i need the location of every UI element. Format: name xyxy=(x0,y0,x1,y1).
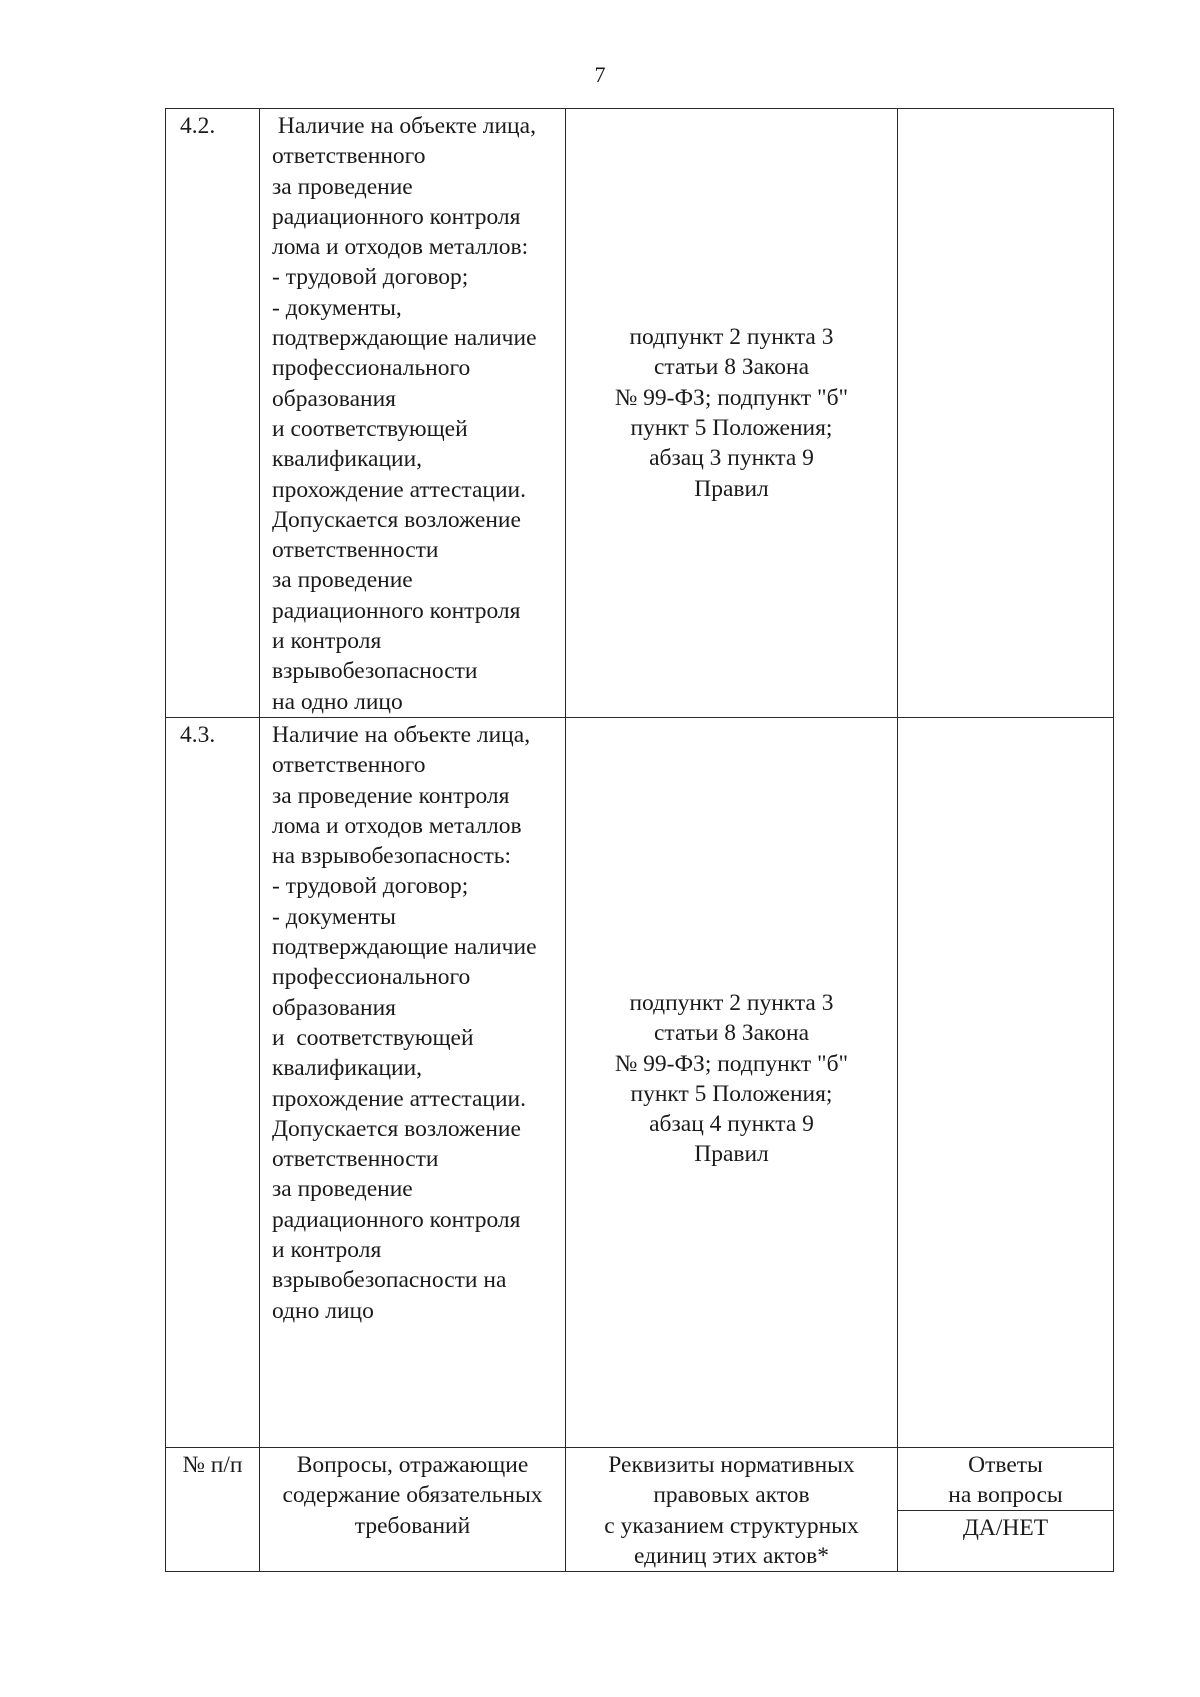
header-references xyxy=(566,1447,898,1571)
text-line: на вопросы xyxy=(948,1482,1063,1509)
text-line: радиационного контроля xyxy=(272,1206,521,1233)
requirements-table xyxy=(165,108,1114,1572)
answer-cell xyxy=(898,109,1114,718)
row-number: 4.3. xyxy=(166,717,260,1447)
table-row xyxy=(166,109,1114,718)
text-line: Наличие на объекте лица, xyxy=(272,113,536,139)
question-cell xyxy=(260,717,566,1447)
text-line: - документы xyxy=(272,903,396,930)
reference-text xyxy=(574,322,889,504)
text-line: № 99-ФЗ; подпункт "б" xyxy=(614,1050,849,1077)
text-line: прохождение аттестации. xyxy=(272,1085,526,1112)
answer-cell xyxy=(898,717,1114,1447)
text-line: Вопросы, отражающие xyxy=(296,1451,529,1478)
text-line: ответственности xyxy=(272,537,439,564)
question-text xyxy=(272,111,559,717)
text-line: ответственного xyxy=(272,143,426,170)
text-line: образования xyxy=(272,385,396,412)
text-line: правовых актов xyxy=(653,1482,810,1509)
table-row xyxy=(166,717,1114,1447)
text-line: профессионального xyxy=(272,355,471,382)
row-number: 4.2. xyxy=(166,109,260,718)
question-cell xyxy=(260,109,566,718)
header-answers-options: ДА/НЕТ xyxy=(962,1514,1049,1541)
text-line: статьи 8 Закона xyxy=(653,354,810,381)
text-line: содержание обязательных xyxy=(282,1482,543,1509)
text-line: лома и отходов металлов xyxy=(272,812,522,839)
text-line: на одно лицо xyxy=(272,688,403,715)
text-line: подтверждающие наличие xyxy=(272,325,537,352)
text-line: абзац 3 пункта 9 xyxy=(649,445,814,472)
page-number: 7 xyxy=(594,62,606,87)
text-line: за проведение xyxy=(272,1176,413,1203)
text-line: единиц этих актов* xyxy=(634,1542,829,1569)
text-line: статьи 8 Закона xyxy=(653,1020,810,1047)
text-line: с указанием структурных xyxy=(604,1512,859,1539)
header-answers xyxy=(898,1447,1114,1571)
text-line: прохождение аттестации. xyxy=(272,476,526,503)
header-row xyxy=(166,1447,1114,1571)
text-line: Допускается возложение xyxy=(272,506,521,533)
text-line: взрывобезопасности на xyxy=(272,1267,507,1294)
text-line: за проведение xyxy=(272,567,413,594)
text-line: взрывобезопасности xyxy=(272,658,478,685)
reference-cell xyxy=(566,109,898,718)
text-line: и соответствующей xyxy=(272,1024,474,1051)
text-line: на взрывобезопасность: xyxy=(272,843,512,870)
text-line: ответственного xyxy=(272,752,426,779)
header-answers-title xyxy=(898,1448,1113,1511)
text-line: ответственности xyxy=(272,1146,439,1173)
reference-text xyxy=(574,718,889,1170)
text-line: пункт 5 Положения; xyxy=(630,1080,833,1107)
text-line: - трудовой договор; xyxy=(272,873,469,900)
text-line: и контроля xyxy=(272,1236,382,1263)
header-questions-text xyxy=(260,1450,565,1541)
text-line: требований xyxy=(354,1512,471,1539)
question-text xyxy=(272,720,559,1326)
text-line: Правил xyxy=(694,475,769,502)
text-line: Ответы xyxy=(968,1451,1043,1478)
header-number: № п/п xyxy=(166,1447,260,1571)
text-line: Наличие на объекте лица, xyxy=(272,721,531,748)
text-line: и контроля xyxy=(272,628,382,655)
text-line: одно лицо xyxy=(272,1297,374,1324)
text-line: Допускается возложение xyxy=(272,1115,521,1142)
text-line: подтверждающие наличие xyxy=(272,934,537,961)
header-questions xyxy=(260,1447,566,1571)
text-line: квалификации, xyxy=(272,446,423,473)
text-line: подпункт 2 пункта 3 xyxy=(629,989,834,1016)
text-line: квалификации, xyxy=(272,1055,423,1082)
text-line: - документы, xyxy=(272,294,402,321)
text-line: за проведение контроля xyxy=(272,782,510,809)
text-line: Правил xyxy=(694,1141,769,1168)
text-line: абзац 4 пункта 9 xyxy=(649,1111,814,1138)
text-line: и соответствующей xyxy=(272,415,468,442)
header-references-text xyxy=(566,1450,897,1571)
text-line: подпункт 2 пункта 3 xyxy=(629,324,834,351)
text-line: - трудовой договор; xyxy=(272,264,469,291)
text-line: радиационного контроля xyxy=(272,203,521,230)
text-line: Реквизиты нормативных xyxy=(608,1451,855,1478)
text-line: за проведение xyxy=(272,173,413,200)
text-line: пункт 5 Положения; xyxy=(630,414,833,441)
text-line: № 99-ФЗ; подпункт "б" xyxy=(614,384,849,411)
text-line: лома и отходов металлов: xyxy=(272,234,529,261)
reference-cell xyxy=(566,717,898,1447)
text-line: радиационного контроля xyxy=(272,597,521,624)
text-line: образования xyxy=(272,994,396,1021)
text-line: профессионального xyxy=(272,964,471,991)
